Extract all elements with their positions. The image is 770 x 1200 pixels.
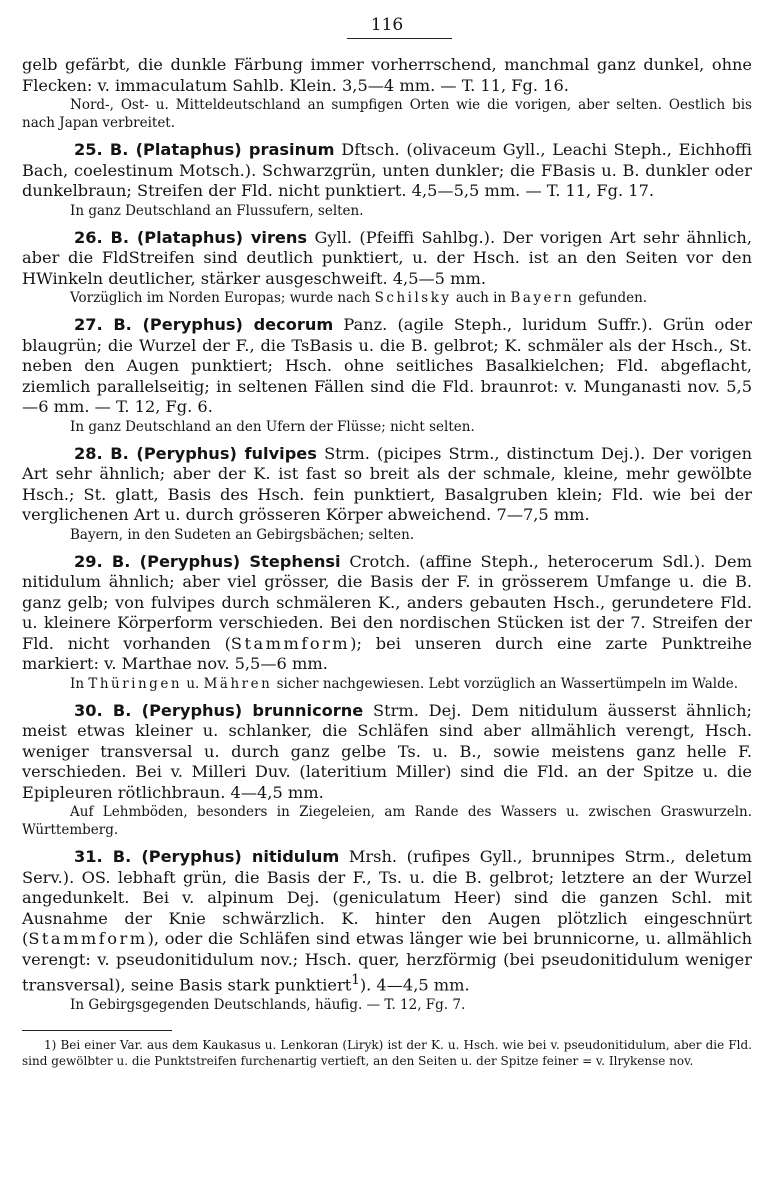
- footnote-rule: [22, 1030, 172, 1031]
- entry-31-heading: 31. B. (Peryphus) nitidulum: [74, 847, 340, 866]
- entry-31: [22, 847, 752, 996]
- entry-25: [22, 140, 752, 202]
- entry-29-dist-b: u.: [186, 675, 200, 692]
- entry-26-dist-collector: Schilsky: [374, 290, 452, 306]
- entry-27: [22, 315, 752, 418]
- entry-26-dist-a: Vorzüglich im Norden Europas; wurde nach: [70, 290, 371, 306]
- entry-27-distribution: In ganz Deutschland an den Ufern der Flüsse; nicht selten.: [70, 418, 475, 435]
- entry-30: [22, 701, 752, 804]
- entry-25-heading: 25. B. (Plataphus) prasinum: [74, 140, 335, 159]
- entry-30-heading: 30. B. (Peryphus) brunnicorne: [74, 700, 364, 720]
- entry-26-dist-region: Bayern: [510, 290, 575, 306]
- entry-29: [22, 552, 752, 675]
- footnote: [22, 1037, 752, 1069]
- entry-29-distribution: [22, 675, 752, 693]
- entry-26-body: Gyll. (Pfeiffi Sahlbg.). Der vorigen Art sehr ähnlich, aber die FldStreifen sind deutlich punktiert, u. der Hsch. ist an den Seiten vor den HWinkeln deutlicher, stärker ausgeschweift. 4,5—5 mm.: [22, 227, 752, 288]
- entry-28-distribution: Bayern, in den Sudeten an Gebirgsbächen; selten.: [70, 526, 415, 543]
- intro-paragraph: gelb gefärbt, die dunkle Färbung immer vorherrschend, manchmal ganz dunkel, ohne Flecken: v. immaculatum Sahlb. Klein. 3,5—4 mm. — T. 11, Fg. 16.: [22, 55, 752, 95]
- entry-29-dist-a: In: [70, 675, 85, 692]
- entry-29-heading: 29. B. (Peryphus) Stephensi: [74, 551, 341, 571]
- entry-29-dist-c: sicher nachgewiesen. Lebt vorzüglich an Wassertümpeln im Walde.: [276, 675, 739, 692]
- entry-28-body: Strm. (picipes Strm., distinctum Dej.). Der vorigen Art sehr ähnlich; aber der K. ist fast so breit als der schmale, kleine, mehr gewölbte Hsch.; St. glatt, Basis des Hsch. fein punktiert, Basalgruben klein; Fld. wie bei der verglichenen Art u. durch grösseren Körper abweichend. 7—7,5 mm.: [22, 443, 752, 524]
- entry-29-dist-thueringen: Thüringen: [88, 675, 183, 692]
- entry-29-body-a: Crotch. (affine Steph., heterocerum Sdl.). Dem nitidulum ähnlich; aber viel grösser, die Basis der F. in grösserem Umfange u. die B. ganz gelb; von fulvipes durch schmäleren K., anders gebauten Hsch., gerundetere Fld. u. kleinere Körperform verschieden. Bei den nordischen Stücken ist der 7. Streifen der Fld. nicht vorhanden (: [22, 551, 752, 653]
- entry-30-distribution: Auf Lehmböden, besonders in Ziegeleien, am Rande des Wassers u. zwischen Graswurzeln. Württemberg.: [22, 804, 752, 838]
- entry-31-body-c: ). 4—4,5 mm.: [359, 975, 470, 995]
- entry-29-dist-maehren: Mähren: [203, 675, 273, 692]
- entry-26: [22, 228, 752, 290]
- page-number: 116: [370, 15, 404, 35]
- entry-30-body: Strm. Dej. Dem nitidulum äusserst ähnlich; meist etwas kleiner u. schlanker, die Schläfen sind aber allmählich verengt, Hsch. weniger transversal u. durch ganz gelbe Ts. u. B., sowie meistens ganz helle F. verschieden. Bei v. Milleri Duv. (lateritium Miller) sind die Fld. an der Spitze u. die Epipleuren rötlichbraun. 4—4,5 mm.: [22, 700, 752, 802]
- entry-28: [22, 444, 752, 526]
- entry-25-body: Dftsch. (olivaceum Gyll., Leachi Steph., Eichhoffi Bach, coelestinum Motsch.). Schwarzgrün, unten dunkler; die FBasis u. B. dunkler oder dunkelbraun; Streifen der Fld. nicht punktiert. 4,5—5,5 mm. — T. 11, Fg. 17.: [22, 140, 752, 200]
- entry-29-body-b: ); bei unseren durch eine zarte Punktreihe markiert: v. Marthae nov. 5,5—6 mm.: [22, 633, 752, 673]
- footnote-text: Bei einer Var. aus dem Kaukasus u. Lenkoran (Liryk) ist der K. u. Hsch. wie bei v. pseudonitidulum, aber die Fld. sind gewölbter u. die Punktstreifen furchenartig vertieft, an den Seiten u. der Spitze feiner = v. Ilrykense nov.: [22, 1037, 752, 1068]
- entry-25-distribution: In ganz Deutschland an Flussufern, selten.: [70, 202, 364, 219]
- entry-26-heading: 26. B. (Plataphus) virens: [74, 227, 308, 247]
- entry-31-distribution: In Gebirgsgegenden Deutschlands, häufig. — T. 12, Fg. 7.: [70, 996, 466, 1013]
- page-number-rule: [347, 38, 452, 39]
- entry-27-heading: 27. B. (Peryphus) decorum: [74, 315, 334, 334]
- footnote-marker: 1): [44, 1037, 57, 1052]
- entry-26-distribution: [22, 289, 752, 307]
- entry-29-stammform: Stammform: [230, 633, 351, 653]
- footnote-reference: 1: [351, 972, 360, 988]
- entry-31-body-a: Mrsh. (rufipes Gyll., brunnipes Strm., deletum Serv.). OS. lebhaft grün, die Basis der F., Ts. u. die B. gelbrot; letztere an der Wurzel angedunkelt. Bei v. alpinum Dej. (geniculatum Heer) sind die ganzen Schl. mit Ausnahme der Knie schwärzlich. K. hinter den Augen plötzlich eingeschnürt (: [22, 847, 752, 948]
- entry-31-body-b: ), oder die Schläfen sind etwas länger wie bei brunnicorne, u. allmählich verengt: v. pseudonitidulum nov.; Hsch. quer, herzförmig (bei pseudonitidulum weniger transversal), seine Basis stark punktiert: [22, 929, 752, 995]
- entry-27-body: Panz. (agile Steph., luridum Suffr.). Grün oder blaugrün; die Wurzel der F., die TsBasis u. die B. gelbrot; K. schmäler als der Hsch., St. neben den Augen punktiert; Hsch. ohne seitliches Basalkielchen; Fld. abgeflacht, ziemlich parallelseitig; in seltenen Fällen sind die Fld. braunrot: v. Munganasti nov. 5,5—6 mm. — T. 12, Fg. 6.: [22, 315, 752, 416]
- entry-26-dist-b: auch in: [455, 290, 507, 306]
- entry-26-dist-c: gefunden.: [578, 290, 648, 306]
- entry-31-stammform: Stammform: [28, 929, 148, 948]
- entry-28-heading: 28. B. (Peryphus) fulvipes: [74, 443, 317, 463]
- intro-distribution: Nord-, Ost- u. Mitteldeutschland an sumpfigen Orten wie die vorigen, aber selten. Oestlich bis nach Japan verbreitet.: [22, 97, 752, 131]
